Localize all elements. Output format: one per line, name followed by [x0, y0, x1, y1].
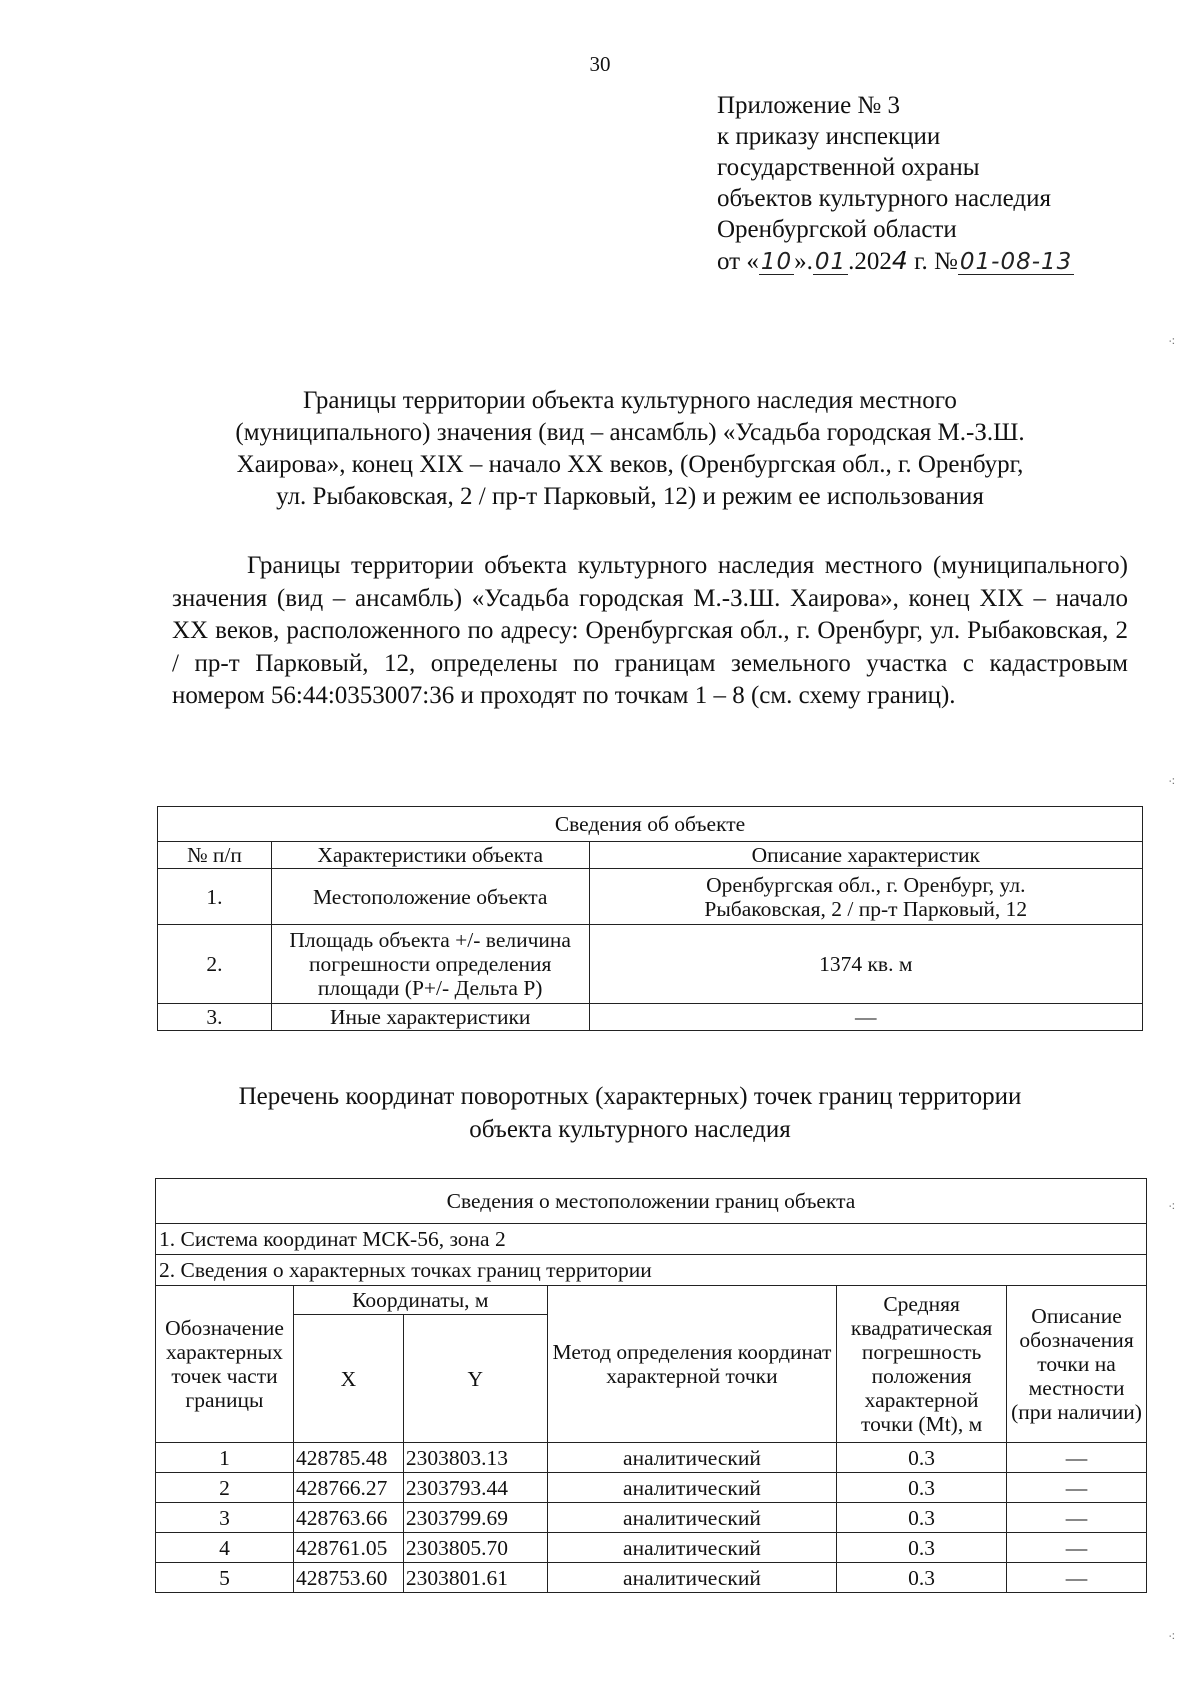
- col-header-num: № п/п: [158, 842, 272, 869]
- coords-table-caption: Сведения о местоположении границ объекта: [156, 1179, 1147, 1224]
- cell-method: аналитический: [547, 1563, 836, 1593]
- col-header-method: Метод определения координат характерной точки: [547, 1286, 836, 1443]
- cell-characteristic: Иные характеристики: [271, 1004, 589, 1031]
- coordinates-table: [155, 1178, 1147, 1593]
- appendix-line: к приказу инспекции: [717, 123, 941, 150]
- cell-x: 428761.05: [293, 1533, 403, 1563]
- appendix-line: Оренбургской области: [717, 216, 957, 243]
- cell-point: 2: [156, 1473, 294, 1503]
- cell-characteristic: Площадь объекта +/- величина погрешности определения площади (Р+/- Дельта Р): [271, 925, 589, 1004]
- cell-x: 428753.60: [293, 1563, 403, 1593]
- cell-y: 2303805.70: [403, 1533, 547, 1563]
- col-header-x: X: [293, 1315, 403, 1443]
- title-line: Перечень координат поворотных (характерных) точек границ территории: [238, 1083, 1022, 1110]
- date-year-prefix: .202: [848, 248, 892, 275]
- cell-point: 4: [156, 1533, 294, 1563]
- points-section-title: 2. Сведения о характерных точках границ территории: [156, 1255, 1147, 1286]
- coordinate-system: 1. Система координат МСК-56, зона 2: [156, 1224, 1147, 1255]
- cell-y: 2303803.13: [403, 1443, 547, 1473]
- object-table-caption: Сведения об объекте: [158, 807, 1143, 842]
- cell-point: 5: [156, 1563, 294, 1593]
- page-number: 30: [589, 52, 611, 76]
- table-row: [156, 1503, 1147, 1533]
- col-header-error: Средняя квадратическая погрешность положения характерной точки (Mt), м: [837, 1286, 1007, 1443]
- object-info-table: [157, 806, 1143, 1031]
- cell-num: 1.: [158, 869, 272, 925]
- cell-x: 428763.66: [293, 1503, 403, 1533]
- body-paragraph: Границы территории объекта культурного наследия местного (муниципального) значения (вид – ансамбль) «Усадьба городская М.-З.Ш. Хаирова», конец XIX – начало XX веков, расположенного по адресу: Оренбургская обл., г. Оренбург, ул. Рыбаковская, 2 / пр-т Парковый, 12, определены по границам земельного участка с кадастровым номером 56:44:0353007:36 и проходят по точкам 1 – 8 (см. схему границ).: [172, 552, 1128, 709]
- table-row: [156, 1533, 1147, 1563]
- appendix-line: Приложение № 3: [717, 92, 901, 119]
- coordinates-title: [150, 1080, 1110, 1146]
- appendix-line: объектов культурного наследия: [717, 185, 1051, 212]
- col-header-coordinates: Координаты, м: [293, 1286, 547, 1315]
- handwritten-year-digit: 4: [891, 246, 908, 275]
- title-line: Границы территории объекта культурного наследия местного: [303, 387, 957, 414]
- cell-point-description: —: [1007, 1533, 1147, 1563]
- table-row: [158, 869, 1143, 925]
- table-row: [158, 1004, 1143, 1031]
- cell-method: аналитический: [547, 1443, 836, 1473]
- cell-description: Оренбургская обл., г. Оренбург, ул. Рыбаковская, 2 / пр-т Парковый, 12: [589, 869, 1142, 925]
- scan-artifact-dots: ⁖: [1168, 1630, 1176, 1645]
- col-header-point: Обозначение характерных точек части границы: [156, 1286, 294, 1443]
- cell-point-description: —: [1007, 1563, 1147, 1593]
- document-title: [150, 385, 1110, 513]
- cell-point-description: —: [1007, 1473, 1147, 1503]
- cell-error: 0.3: [837, 1443, 1007, 1473]
- table-row: [158, 925, 1143, 1004]
- appendix-line: государственной охраны: [717, 154, 980, 181]
- handwritten-day: 10: [760, 249, 793, 275]
- cell-error: 0.3: [837, 1503, 1007, 1533]
- cell-point-description: —: [1007, 1443, 1147, 1473]
- title-line: (муниципального) значения (вид – ансамбль) «Усадьба городская М.-З.Ш.: [235, 419, 1025, 446]
- scan-artifact-dots: ⁖: [1168, 1200, 1176, 1215]
- table-row: [156, 1563, 1147, 1593]
- cell-x: 428766.27: [293, 1473, 403, 1503]
- cell-error: 0.3: [837, 1473, 1007, 1503]
- cell-description: 1374 кв. м: [589, 925, 1142, 1004]
- cell-method: аналитический: [547, 1533, 836, 1563]
- scan-artifact-dots: ⁖: [1168, 775, 1176, 790]
- cell-y: 2303799.69: [403, 1503, 547, 1533]
- cell-method: аналитический: [547, 1503, 836, 1533]
- handwritten-month: 01: [814, 249, 847, 275]
- cell-y: 2303801.61: [403, 1563, 547, 1593]
- date-mid: ».: [794, 248, 813, 275]
- cell-error: 0.3: [837, 1533, 1007, 1563]
- cell-point: 1: [156, 1443, 294, 1473]
- title-line: ул. Рыбаковская, 2 / пр-т Парковый, 12) и режим ее использования: [276, 483, 984, 510]
- cell-num: 3.: [158, 1004, 272, 1031]
- scan-artifact-dots: ⁖: [1168, 335, 1176, 350]
- title-line: объекта культурного наследия: [469, 1116, 791, 1143]
- cell-x: 428785.48: [293, 1443, 403, 1473]
- cell-description: —: [589, 1004, 1142, 1031]
- col-header-characteristics: Характеристики объекта: [271, 842, 589, 869]
- col-header-point-description: Описание обозначения точки на местности (при наличии): [1007, 1286, 1147, 1443]
- appendix-block: [717, 90, 1074, 277]
- table-row: [156, 1443, 1147, 1473]
- cell-num: 2.: [158, 925, 272, 1004]
- handwritten-order-number: 01-08-13: [959, 249, 1073, 275]
- table-row: [156, 1473, 1147, 1503]
- title-line: Хаирова», конец XIX – начало XX веков, (Оренбургская обл., г. Оренбург,: [236, 451, 1024, 478]
- cell-point: 3: [156, 1503, 294, 1533]
- date-prefix: от «: [717, 248, 759, 275]
- cell-error: 0.3: [837, 1563, 1007, 1593]
- cell-y: 2303793.44: [403, 1473, 547, 1503]
- col-header-y: Y: [403, 1315, 547, 1443]
- col-header-description: Описание характеристик: [589, 842, 1142, 869]
- appendix-date-line: [717, 245, 1074, 277]
- cell-characteristic: Местоположение объекта: [271, 869, 589, 925]
- cell-method: аналитический: [547, 1473, 836, 1503]
- date-suffix: г. №: [907, 248, 958, 275]
- cell-point-description: —: [1007, 1503, 1147, 1533]
